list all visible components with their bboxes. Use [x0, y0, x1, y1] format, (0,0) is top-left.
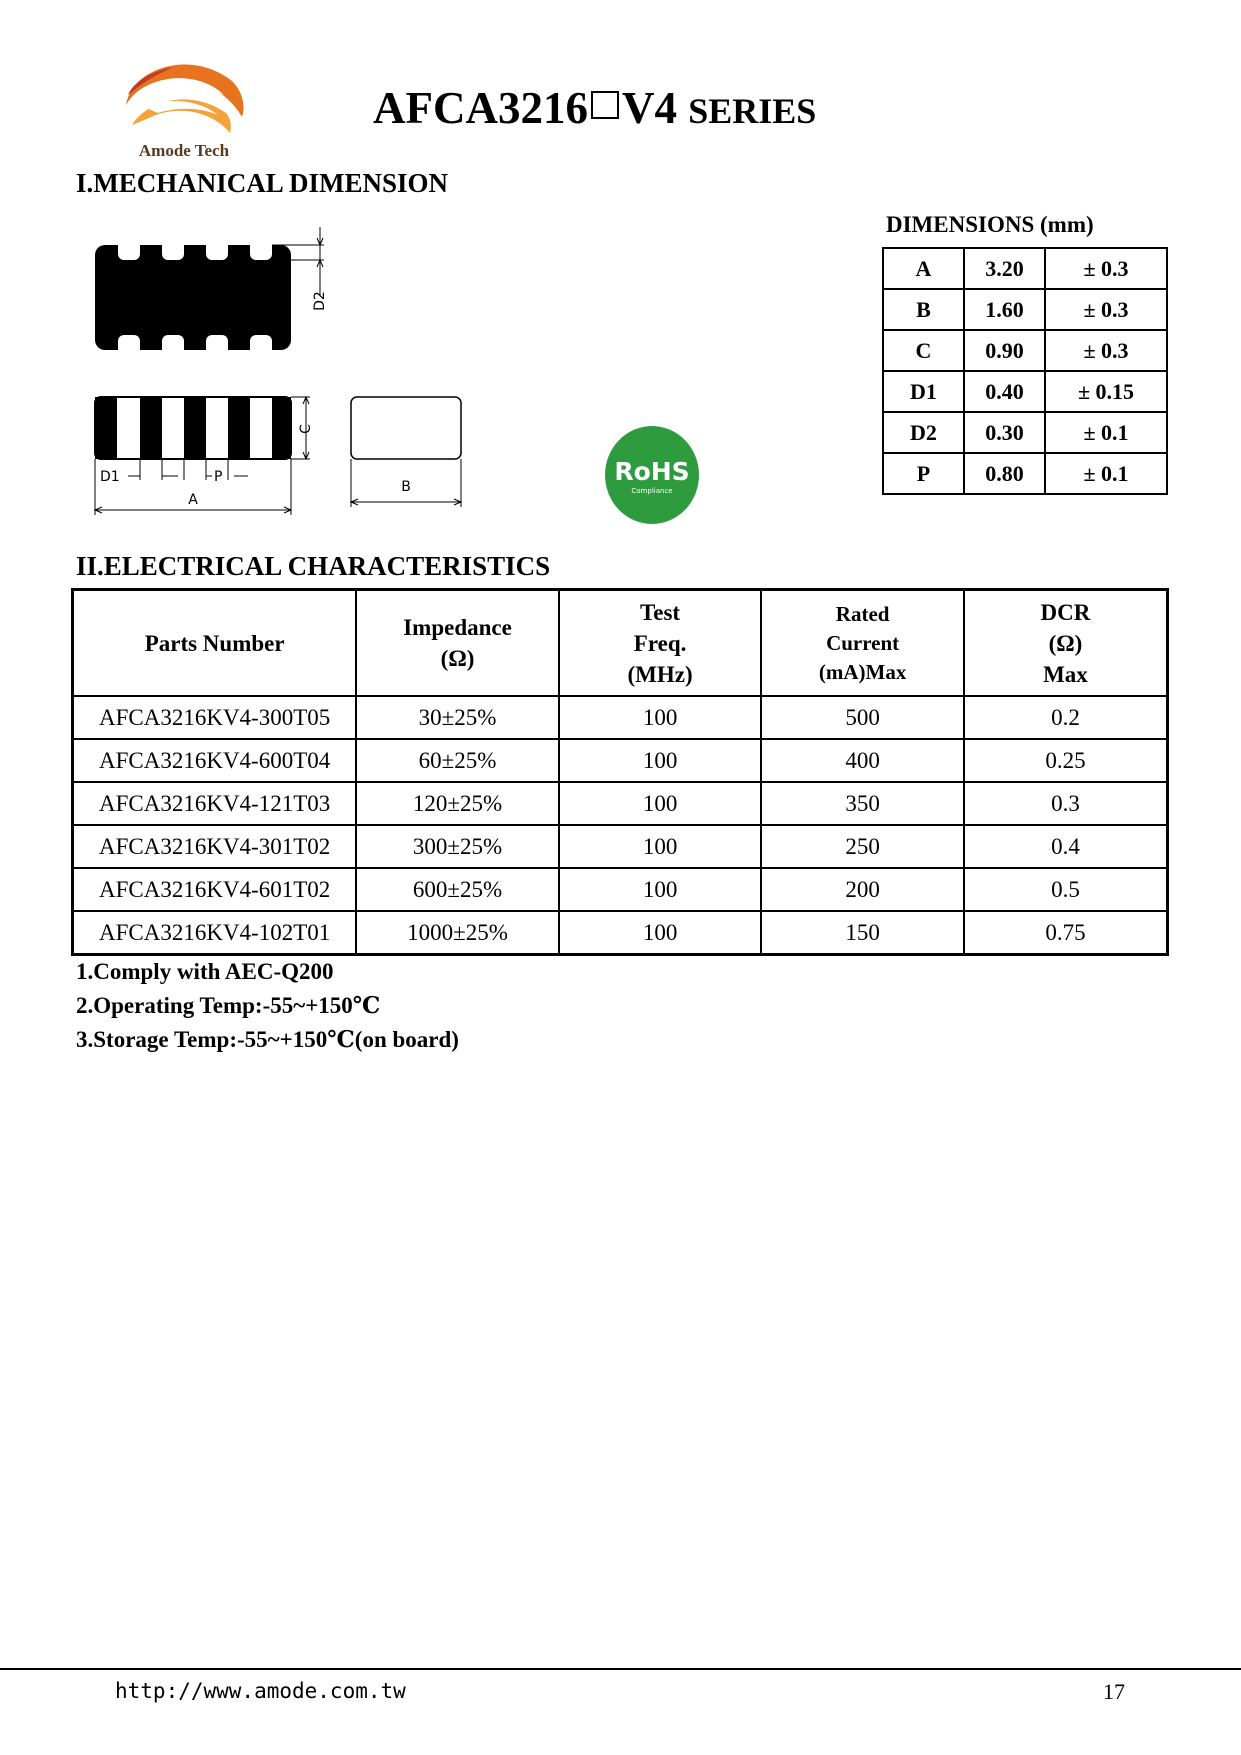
dim-name: D2: [883, 412, 964, 453]
dim-value: 0.30: [964, 412, 1045, 453]
dim-tolerance: ± 0.3: [1045, 330, 1167, 371]
label-a: A: [188, 492, 198, 508]
cell-impedance: 30±25%: [356, 696, 559, 739]
table-row: [73, 782, 1168, 825]
electrical-table: [71, 588, 1169, 956]
table-row: [883, 453, 1167, 494]
cell-dcr: 0.2: [964, 696, 1168, 739]
table-row: [883, 330, 1167, 371]
cell-dcr: 0.3: [964, 782, 1168, 825]
company-logo: [118, 55, 258, 165]
dim-tolerance: ± 0.3: [1045, 289, 1167, 330]
note-item: 1.Comply with AEC-Q200: [76, 959, 334, 984]
cell-freq: 100: [559, 825, 762, 868]
cell-impedance: 120±25%: [356, 782, 559, 825]
header-dcr: DCR (Ω) Max: [964, 590, 1168, 697]
cell-current: 250: [761, 825, 964, 868]
label-d2: D2: [312, 291, 328, 311]
top-view-body: [95, 245, 291, 350]
notes-list: [76, 955, 459, 1057]
title-suffix: V4: [621, 83, 677, 133]
page-title: [373, 83, 817, 133]
table-row: [883, 289, 1167, 330]
rohs-badge: [604, 425, 700, 525]
cell-part: AFCA3216KV4-102T01: [73, 911, 357, 955]
section-mechanical-title: I.MECHANICAL DIMENSION: [76, 168, 449, 198]
dim-tolerance: ± 0.3: [1045, 248, 1167, 289]
dim-value: 1.60: [964, 289, 1045, 330]
title-prefix: AFCA3216: [373, 83, 588, 133]
cell-current: 200: [761, 868, 964, 911]
cell-freq: 100: [559, 739, 762, 782]
dim-name: A: [883, 248, 964, 289]
rohs-text: RoHS: [614, 457, 690, 486]
dim-name: D1: [883, 371, 964, 412]
table-header-row: [73, 590, 1168, 697]
cell-current: 400: [761, 739, 964, 782]
table-row: [73, 868, 1168, 911]
cell-current: 350: [761, 782, 964, 825]
cell-part: AFCA3216KV4-301T02: [73, 825, 357, 868]
mechanical-drawing: [88, 225, 508, 525]
cell-current: 500: [761, 696, 964, 739]
dimensions-table: [882, 247, 1168, 495]
table-row: [883, 371, 1167, 412]
dim-tolerance: ± 0.1: [1045, 453, 1167, 494]
table-row: [883, 248, 1167, 289]
title-series: SERIES: [688, 91, 817, 131]
cell-part: AFCA3216KV4-600T04: [73, 739, 357, 782]
label-b: B: [401, 479, 411, 495]
dim-name: P: [883, 453, 964, 494]
header-test-freq: Test Freq. (MHz): [559, 590, 762, 697]
dim-tolerance: ± 0.15: [1045, 371, 1167, 412]
cell-freq: 100: [559, 868, 762, 911]
header-rated-current: Rated Current (mA)Max: [761, 590, 964, 697]
page-number: 17: [1103, 1679, 1125, 1704]
note-item: 2.Operating Temp:-55~+150℃: [76, 993, 381, 1018]
table-row: [73, 911, 1168, 955]
logo-swirl-icon: [122, 55, 246, 145]
dim-value: 0.90: [964, 330, 1045, 371]
dim-value: 3.20: [964, 248, 1045, 289]
header-impedance: Impedance (Ω): [356, 590, 559, 697]
d1-p-dimension: [128, 459, 248, 480]
logo-text: Amode Tech: [138, 141, 230, 160]
cell-freq: 100: [559, 696, 762, 739]
cell-dcr: 0.4: [964, 825, 1168, 868]
footer-url: http://www.amode.com.tw: [115, 1679, 406, 1703]
label-c: C: [298, 424, 314, 434]
cell-current: 150: [761, 911, 964, 955]
cell-freq: 100: [559, 782, 762, 825]
cell-impedance: 300±25%: [356, 825, 559, 868]
rohs-subtext: Compliance: [631, 487, 673, 495]
header-part-number: Parts Number: [73, 590, 357, 697]
cell-impedance: 60±25%: [356, 739, 559, 782]
cell-part: AFCA3216KV4-300T05: [73, 696, 357, 739]
dimensions-caption: DIMENSIONS (mm): [886, 212, 1094, 237]
dim-name: C: [883, 330, 964, 371]
cell-part: AFCA3216KV4-601T02: [73, 868, 357, 911]
placeholder-box-icon: [591, 91, 619, 119]
table-row: [73, 696, 1168, 739]
cell-impedance: 600±25%: [356, 868, 559, 911]
table-row: [73, 825, 1168, 868]
side-view-body: [95, 397, 291, 459]
label-p: P: [214, 469, 223, 485]
cell-dcr: 0.25: [964, 739, 1168, 782]
dim-tolerance: ± 0.1: [1045, 412, 1167, 453]
cell-dcr: 0.75: [964, 911, 1168, 955]
end-view-body: [351, 397, 461, 459]
section-electrical-title: II.ELECTRICAL CHARACTERISTICS: [76, 551, 551, 581]
cell-dcr: 0.5: [964, 868, 1168, 911]
table-row: [883, 412, 1167, 453]
cell-part: AFCA3216KV4-121T03: [73, 782, 357, 825]
dim-value: 0.40: [964, 371, 1045, 412]
dim-name: B: [883, 289, 964, 330]
table-row: [73, 739, 1168, 782]
label-d1: D1: [100, 469, 120, 485]
footer-divider: [0, 1668, 1241, 1670]
dim-value: 0.80: [964, 453, 1045, 494]
note-item: 3.Storage Temp:-55~+150℃(on board): [76, 1027, 459, 1052]
cell-impedance: 1000±25%: [356, 911, 559, 955]
cell-freq: 100: [559, 911, 762, 955]
